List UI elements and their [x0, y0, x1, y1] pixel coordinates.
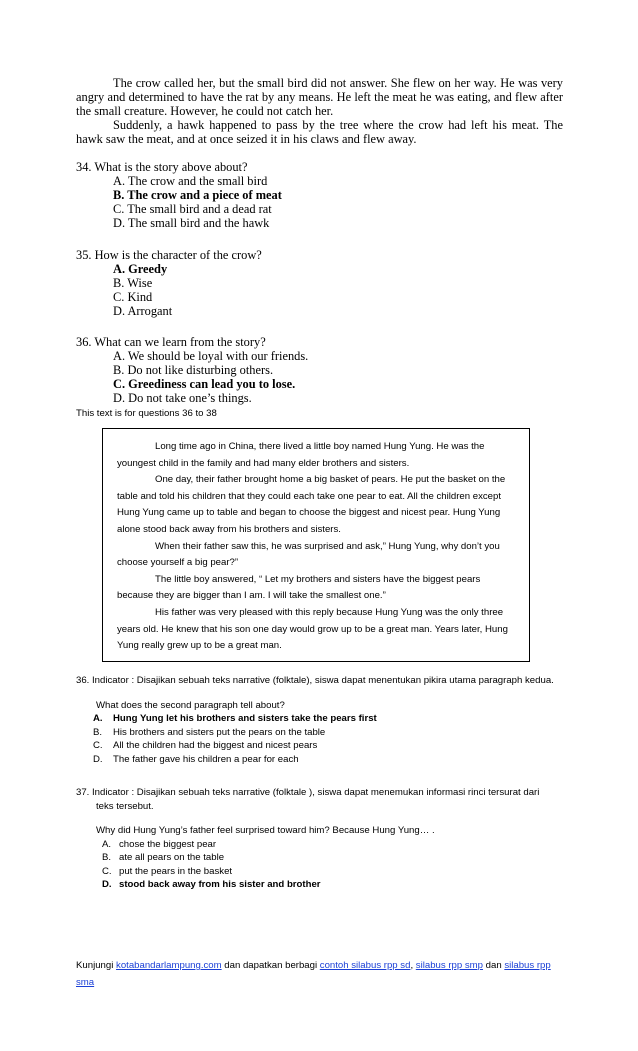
answer-option: B. Do not like disturbing others.	[113, 363, 274, 377]
answer-option	[76, 739, 556, 753]
answer-option	[76, 753, 556, 767]
question-text: 35. How is the character of the crow?	[76, 248, 262, 262]
footer-text: dan dapatkan berbagi	[221, 960, 320, 971]
question-text: What does the second paragraph tell about?	[96, 699, 285, 711]
passage-box	[102, 428, 530, 662]
option-text: stood back away from his sister and brother	[119, 879, 321, 890]
answer-list	[76, 712, 556, 766]
answer-option: A. We should be loyal with our friends.	[113, 349, 309, 363]
option-text: ate all pears on the table	[119, 852, 225, 863]
story-paragraph: The crow called her, but the small bird did not answer. She flew on her way. He was very angry and determined to have the rat by any means. He left the meat he was eating, and flew after the small creature. However, he could not catch her.	[76, 76, 563, 118]
question-text: 36. What can we learn from the story?	[76, 335, 266, 349]
answer-option-correct	[76, 712, 556, 726]
indicator-text: 36. Indicator : Disajikan sebuah teks narrative (folktale), siswa dapat menentukan pikira utama paragraph kedua.	[76, 675, 554, 686]
question-36	[76, 335, 563, 405]
text-intro	[76, 407, 563, 421]
answer-option	[76, 865, 556, 879]
option-text: His brothers and sisters put the pears on the table	[113, 726, 326, 738]
passage-paragraph: One day, their father brought home a big basket of pears. He put the basket on the table and told his children that they could each take one pear to eat. All the children except Hung Yung came up to table and began to choose the biggest and nicest pear. Hung Yung alone stood back away from his brothers and sisters.	[117, 474, 506, 535]
answer-option	[76, 726, 556, 740]
option-letter: D.	[102, 879, 112, 890]
answer-option	[76, 838, 556, 852]
option-letter: A.	[93, 713, 103, 724]
story-paragraph: Suddenly, a hawk happened to pass by the tree where the crow had left his meat. The hawk saw the meat, and at once seized it in his claws and flew away.	[76, 118, 563, 146]
indicator-36	[76, 674, 556, 766]
answer-option: C. The small bird and a dead rat	[113, 202, 272, 216]
question-35	[76, 248, 563, 318]
answer-option: D. The small bird and the hawk	[113, 216, 270, 230]
answer-option: B. Wise	[113, 276, 153, 290]
indicator-text: 37. Indicator : Disajikan sebuah teks narrative (folktale ), siswa dapat menemukan informasi rinci tersurat dari teks tersebut.	[76, 787, 540, 812]
answer-option-correct: C. Greediness can lead you to lose.	[113, 377, 296, 391]
answer-option: A. The crow and the small bird	[113, 174, 268, 188]
option-text: The father gave his children a pear for each	[113, 753, 299, 765]
question-34	[76, 160, 563, 230]
option-text: put the pears in the basket	[119, 865, 233, 877]
footer-text: Kunjungi	[76, 960, 117, 971]
option-text: Hung Yung let his brothers and sisters take the pears first	[113, 713, 377, 724]
footer	[76, 957, 556, 991]
answer-option-correct: B. The crow and a piece of meat	[113, 188, 282, 202]
answer-option: D. Do not take one’s things.	[113, 391, 252, 405]
passage-paragraph: The little boy answered, “ Let my brothers and sisters have the biggest pears because they are bigger than I am. I will take the smallest one.”	[117, 573, 481, 602]
answer-option-correct: A. Greedy	[113, 262, 168, 276]
answer-option: D. Arrogant	[113, 304, 173, 318]
question-text: 34. What is the story above about?	[76, 160, 248, 174]
option-text: chose the biggest pear	[119, 838, 217, 850]
footer-link-silabus-sd[interactable]: contoh silabus rpp sd	[319, 960, 411, 971]
passage-paragraph: His father was very pleased with this reply because Hung Yung was the only three years old. He knew that his son one day would grow up to be a great man. Years later, Hung Yung really grew up to be a great man.	[117, 606, 508, 652]
footer-text: dan	[482, 960, 505, 971]
option-letter: B.	[93, 726, 103, 738]
footer-link-kotabandarlampung[interactable]: kotabandarlampung.com	[116, 960, 222, 971]
passage-paragraph: When their father saw this, he was surprised and ask,” Hung Yung, why don’t you choose yourself a big pear?”	[117, 540, 500, 569]
option-letter: B.	[102, 852, 112, 863]
answer-option	[76, 851, 556, 865]
story-ending	[76, 76, 563, 146]
answer-option-correct	[76, 878, 556, 892]
answer-option: C. Kind	[113, 290, 153, 304]
indicator-37	[76, 786, 556, 892]
option-letter: C.	[93, 740, 103, 751]
answer-list	[76, 838, 556, 892]
passage-paragraph: Long time ago in China, there lived a little boy named Hung Yung. He was the youngest child in the family and had many elder brothers and sisters.	[117, 441, 485, 469]
question-text: Why did Hung Yung’s father feel surprised toward him? Because Hung Yung… .	[96, 825, 435, 836]
text-intro-label: This text is for questions 36 to 38	[76, 408, 217, 419]
footer-link-silabus-sma[interactable]: silabus rpp sma	[76, 960, 551, 988]
footer-link-silabus-smp[interactable]: silabus rpp smp	[415, 960, 483, 971]
option-letter: C.	[102, 865, 112, 877]
option-letter: D.	[93, 753, 103, 765]
footer-text: ,	[410, 960, 416, 971]
option-text: All the children had the biggest and nicest pears	[113, 740, 318, 751]
option-letter: A.	[102, 838, 112, 850]
